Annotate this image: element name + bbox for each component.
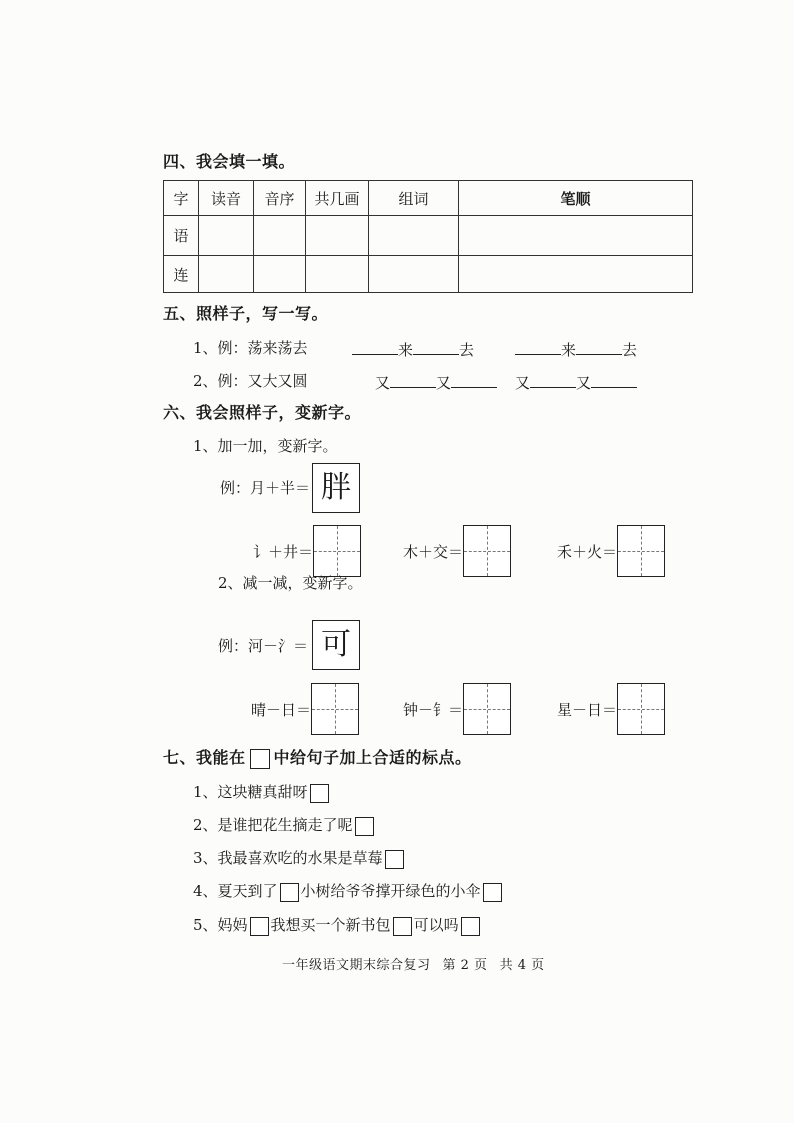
answer-blank[interactable] <box>451 371 497 388</box>
exercise-expression: 讠＋井＝ <box>253 542 314 561</box>
answer-blank[interactable] <box>576 338 622 355</box>
sentence-text: 小树给爷爷撑开绿色的小伞 <box>300 882 481 900</box>
add-example-answer-box: 胖 <box>312 463 360 513</box>
answer-blank[interactable] <box>352 338 398 355</box>
word-cell[interactable] <box>369 256 459 293</box>
pattern-char: 来 <box>561 341 577 359</box>
exercise-expression: 钟－钅＝ <box>403 700 464 719</box>
pattern-char: 去 <box>459 341 475 359</box>
header-char: 字 <box>164 181 199 216</box>
pattern-char: 又 <box>576 374 592 392</box>
page-footer <box>282 956 557 976</box>
pattern-group <box>375 371 497 393</box>
add-exercise <box>253 525 361 577</box>
footer-page-number: 第 2 页 <box>442 958 488 973</box>
answer-blank[interactable] <box>515 338 561 355</box>
answer-blank[interactable] <box>390 371 436 388</box>
sentence-item <box>193 915 482 936</box>
sentence-item <box>193 848 406 869</box>
header-stroke-count: 共几画 <box>306 181 369 216</box>
sentence-text: 可以吗 <box>413 916 459 934</box>
table-row <box>164 216 693 256</box>
example-label: 2、例：又大又圆 <box>193 372 308 390</box>
tianzige-box[interactable] <box>313 525 361 577</box>
sentence-text: 3、我最喜欢吃的水果是草莓 <box>193 849 383 867</box>
sentence-text: 2、是谁把花生摘走了呢 <box>193 816 353 834</box>
tianzige-box[interactable] <box>617 683 665 735</box>
row-char: 语 <box>164 216 199 256</box>
stroke-count-cell[interactable] <box>306 256 369 293</box>
footer-title: 一年级语文期末综合复习 <box>282 958 431 973</box>
section-5-title: 五、照样子，写一写。 <box>163 304 329 323</box>
sentence-text: 5、妈妈 <box>193 916 248 934</box>
exercise-expression: 晴－日＝ <box>251 700 312 719</box>
sentence-item <box>193 881 504 902</box>
fill-in-table <box>163 180 693 293</box>
add-exercise <box>403 525 511 577</box>
exercise-expression: 星－日＝ <box>557 700 618 719</box>
exercise-expression: 禾＋火＝ <box>557 542 618 561</box>
subtract-example-expression: 例：河－氵＝ <box>218 637 309 655</box>
pattern-char: 去 <box>622 341 638 359</box>
tianzige-box[interactable] <box>463 525 511 577</box>
pronunciation-cell[interactable] <box>199 216 254 256</box>
punctuation-box[interactable] <box>393 917 412 936</box>
sample-box <box>250 749 270 769</box>
punctuation-box[interactable] <box>310 784 329 803</box>
pattern-char: 又 <box>515 374 531 392</box>
exercise-expression: 木＋交＝ <box>403 542 464 561</box>
subtract-exercise <box>557 683 665 735</box>
sentence-item <box>193 782 331 803</box>
punctuation-box[interactable] <box>483 883 502 902</box>
stroke-order-cell[interactable] <box>459 256 693 293</box>
example-label: 1、例：荡来荡去 <box>193 339 308 357</box>
stroke-order-cell[interactable] <box>459 216 693 256</box>
word-cell[interactable] <box>369 216 459 256</box>
pattern-char: 来 <box>398 341 414 359</box>
answer-blank[interactable] <box>591 371 637 388</box>
answer-blank[interactable] <box>530 371 576 388</box>
section-7-title-start: 七、我能在 <box>163 748 246 767</box>
punctuation-box[interactable] <box>461 917 480 936</box>
header-pronunciation: 读音 <box>199 181 254 216</box>
subtract-example-answer-box: 可 <box>312 620 360 670</box>
pattern-group <box>352 338 474 360</box>
subtract-exercise <box>403 683 511 735</box>
add-example-expression: 例：月＋半＝ <box>220 479 311 497</box>
subtract-exercise <box>251 683 359 735</box>
header-stroke-order: 笔顺 <box>459 181 693 216</box>
subtract-subtitle: 2、减一减，变新字。 <box>218 574 363 592</box>
index-letter-cell[interactable] <box>254 216 306 256</box>
section-4-title: 四、我会填一填。 <box>163 152 296 171</box>
header-word: 组词 <box>369 181 459 216</box>
punctuation-box[interactable] <box>280 883 299 902</box>
answer-blank[interactable] <box>413 338 459 355</box>
table-row <box>164 256 693 293</box>
header-index-letter: 音序 <box>254 181 306 216</box>
add-subtitle: 1、加一加，变新字。 <box>193 437 338 455</box>
index-letter-cell[interactable] <box>254 256 306 293</box>
pronunciation-cell[interactable] <box>199 256 254 293</box>
sentence-item <box>193 815 376 836</box>
pattern-group <box>515 338 637 360</box>
punctuation-box[interactable] <box>385 850 404 869</box>
section-7-title <box>163 748 472 769</box>
add-exercise <box>557 525 665 577</box>
pattern-char: 又 <box>375 374 391 392</box>
punctuation-box[interactable] <box>355 817 374 836</box>
section-6-title: 六、我会照样子，变新字。 <box>163 403 362 422</box>
sentence-text: 1、这块糖真甜呀 <box>193 783 308 801</box>
sentence-text: 4、夏天到了 <box>193 882 278 900</box>
row-char: 连 <box>164 256 199 293</box>
pattern-group <box>515 371 637 393</box>
section-7-title-end: 中给句子加上合适的标点。 <box>273 748 472 767</box>
punctuation-box[interactable] <box>250 917 269 936</box>
table-header-row <box>164 181 693 216</box>
tianzige-box[interactable] <box>617 525 665 577</box>
pattern-char: 又 <box>436 374 452 392</box>
tianzige-box[interactable] <box>463 683 511 735</box>
footer-total-pages: 共 4 页 <box>499 958 545 973</box>
stroke-count-cell[interactable] <box>306 216 369 256</box>
tianzige-box[interactable] <box>311 683 359 735</box>
sentence-text: 我想买一个新书包 <box>270 916 391 934</box>
